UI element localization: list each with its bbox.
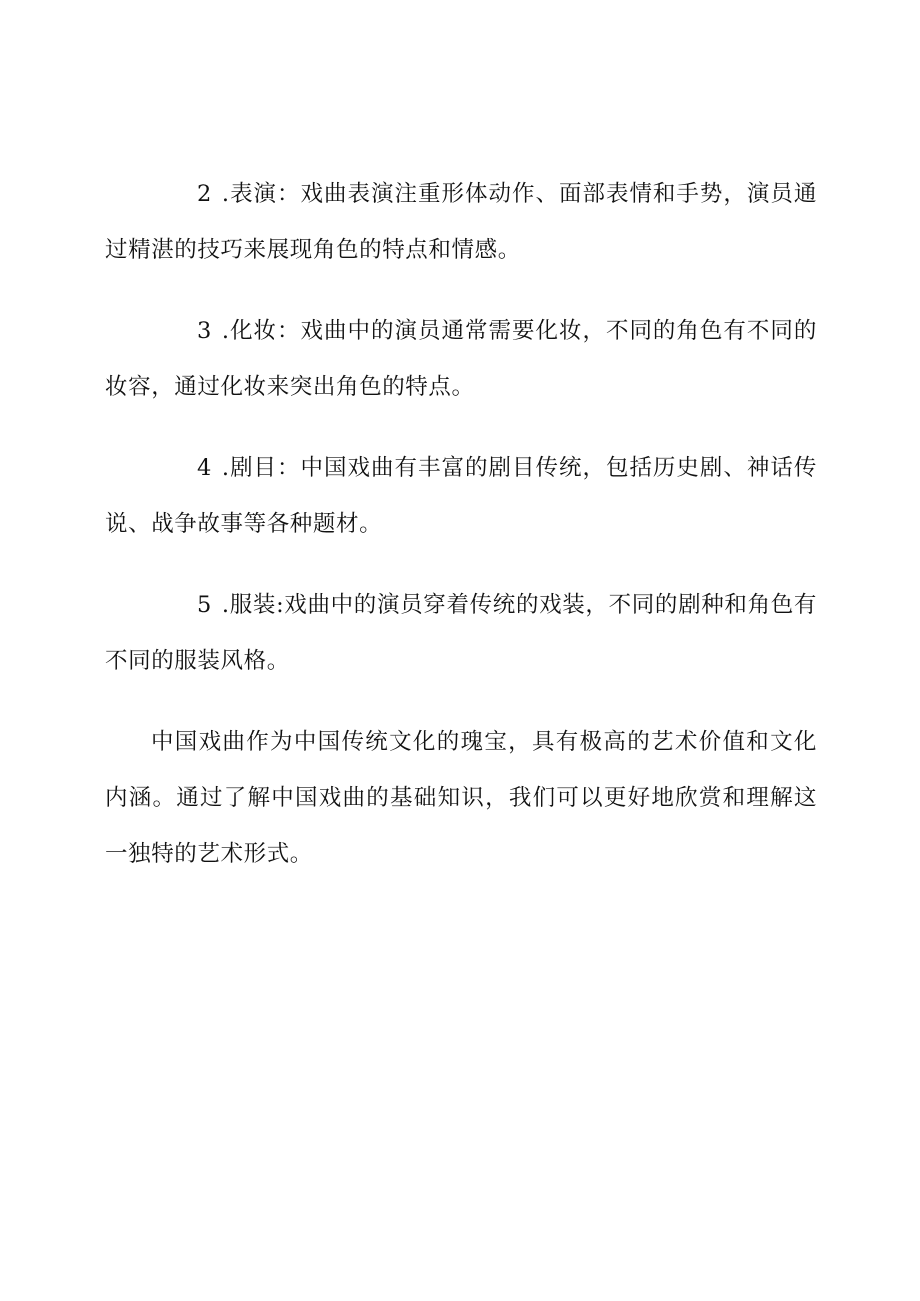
item-number: 4 bbox=[197, 455, 212, 481]
list-item-performance bbox=[105, 166, 817, 278]
item-text: .表演：戏曲表演注重形体动作、面部表情和手势，演员通过精湛的技巧来展现角色的特点和情感。 bbox=[105, 181, 817, 263]
document-body bbox=[105, 166, 817, 882]
item-number: 2 bbox=[197, 181, 212, 207]
item-number: 5 bbox=[197, 592, 212, 618]
list-item-costume bbox=[105, 577, 817, 689]
item-text: .服装:戏曲中的演员穿着传统的戏装，不同的剧种和角色有不同的服装风格。 bbox=[105, 592, 817, 674]
conclusion-paragraph: 中国戏曲作为中国传统文化的瑰宝，具有极高的艺术价值和文化内涵。通过了解中国戏曲的基础知识，我们可以更好地欣赏和理解这一独特的艺术形式。 bbox=[105, 729, 817, 867]
item-text: .化妆：戏曲中的演员通常需要化妆，不同的角色有不同的妆容，通过化妆来突出角色的特点。 bbox=[105, 318, 817, 400]
item-number: 3 bbox=[197, 318, 212, 344]
list-item-repertoire bbox=[105, 440, 817, 552]
list-item-makeup bbox=[105, 303, 817, 415]
item-text: .剧目：中国戏曲有丰富的剧目传统，包括历史剧、神话传说、战争故事等各种题材。 bbox=[105, 455, 817, 537]
